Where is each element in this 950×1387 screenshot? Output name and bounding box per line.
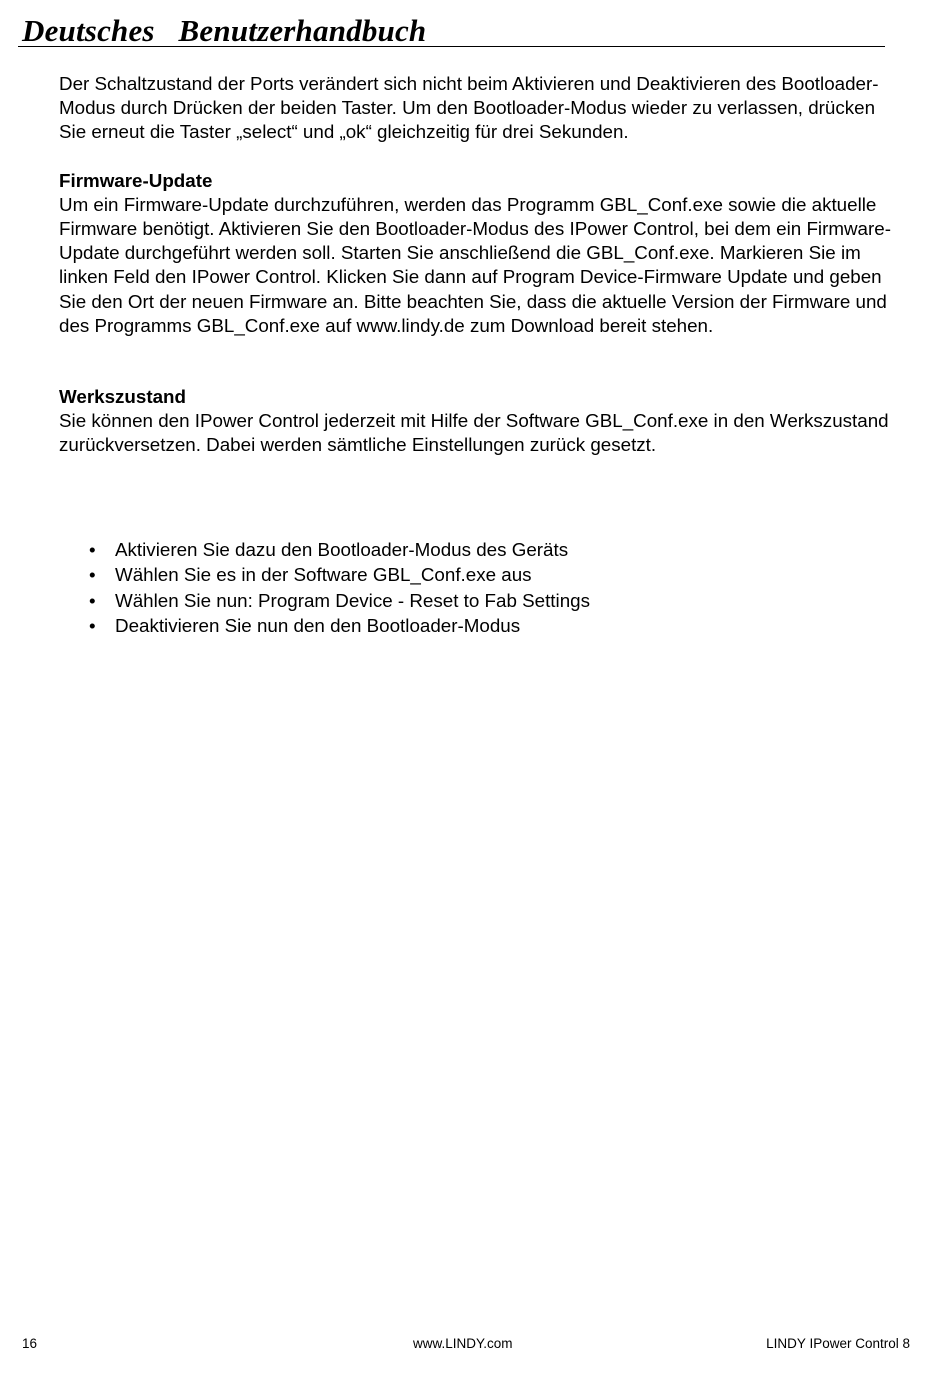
werkszustand-heading: Werkszustand	[59, 386, 186, 408]
list-item	[59, 537, 901, 563]
bullet-icon: •	[89, 615, 96, 637]
list-item	[59, 588, 901, 614]
reset-steps-list	[59, 537, 901, 639]
manual-body	[59, 72, 901, 639]
firmware-update-heading: Firmware-Update	[59, 169, 213, 191]
page-header-title: Deutsches Benutzerhandbuch	[22, 13, 427, 48]
list-item	[59, 613, 901, 639]
firmware-update-paragraph: Um ein Firmware-Update durchzuführen, werden das Programm GBL_Conf.exe sowie die aktuelle Firmware benötigt. Aktivieren Sie den Bootloader-Modus des IPower Control, bei dem ein Firmware-Update durchgeführt werden soll. Starten Sie anschließend die GBL_Conf.exe. Markieren Sie im linken Feld den IPower Control. Klicken Sie dann auf Program Device-Firmware Update und geben Sie den Ort der neuen Firmware an. Bitte beachten Sie, dass die aktuelle Version der Firmware und des Programms GBL_Conf.exe auf www.lindy.de zum Download bereit stehen.	[59, 193, 891, 336]
page-number: 16	[22, 1336, 38, 1351]
list-item-text: Wählen Sie nun: Program Device - Reset to Fab Settings	[115, 589, 590, 611]
list-item	[59, 562, 901, 588]
bullet-icon: •	[89, 538, 96, 560]
intro-paragraph: Der Schaltzustand der Ports verändert sich nicht beim Aktivieren und Deaktivieren des Bootloader-Modus durch Drücken der beiden Taster. Um den Bootloader-Modus wieder zu verlassen, drücken Sie erneut die Taster „select“ und „ok“ gleichzeitig für drei Sekunden.	[59, 73, 879, 143]
list-item-text: Wählen Sie es in der Software GBL_Conf.exe aus	[115, 564, 532, 586]
header-divider	[18, 46, 885, 47]
list-item-text: Deaktivieren Sie nun den den Bootloader-Modus	[115, 615, 521, 637]
bullet-icon: •	[89, 564, 96, 586]
werkszustand-paragraph: Sie können den IPower Control jederzeit mit Hilfe der Software GBL_Conf.exe in den Werkszustand zurückversetzen. Dabei werden sämtliche Einstellungen zurück gesetzt.	[59, 410, 889, 456]
footer-product-name: LINDY IPower Control 8	[766, 1336, 910, 1351]
bullet-icon: •	[89, 589, 96, 611]
footer-website: www.LINDY.com	[413, 1336, 513, 1351]
list-item-text: Aktivieren Sie dazu den Bootloader-Modus des Geräts	[115, 538, 569, 560]
